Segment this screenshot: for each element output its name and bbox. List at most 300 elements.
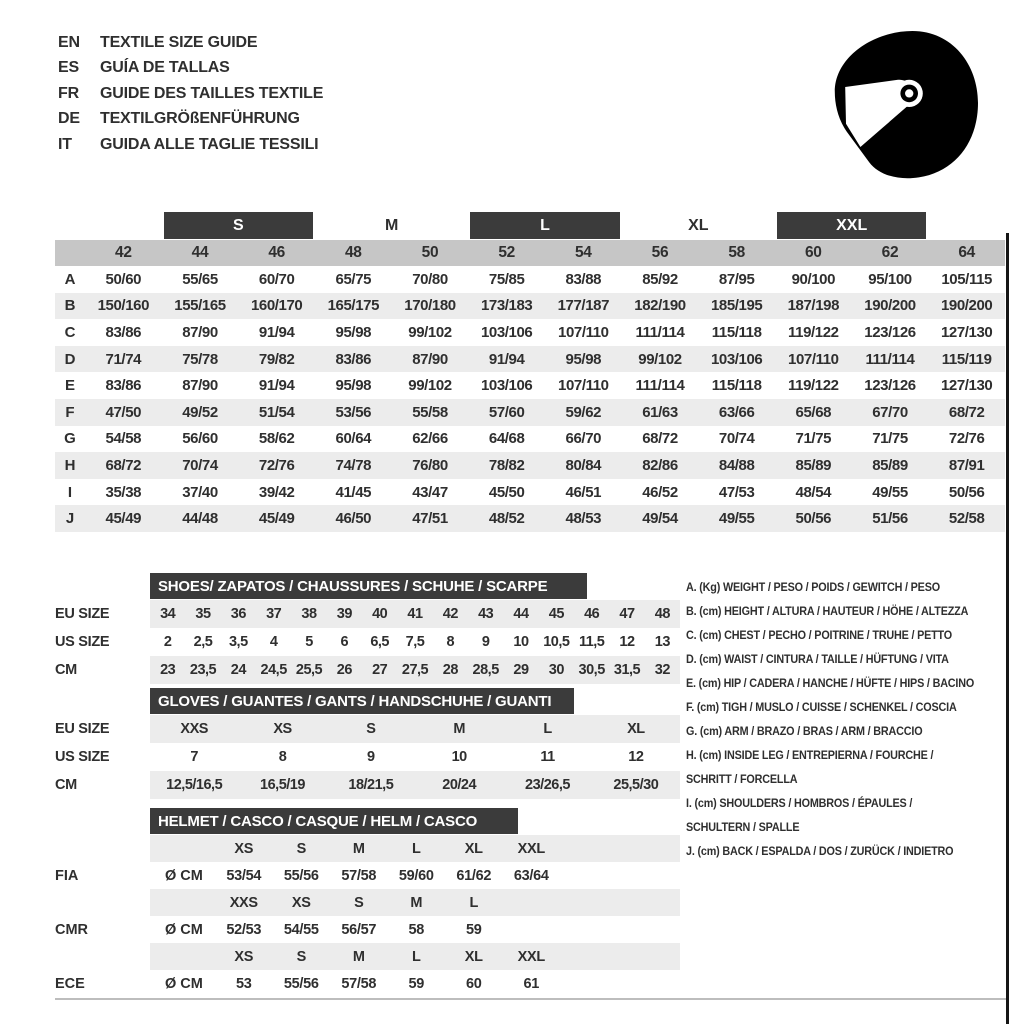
size-cell: 45 [548, 606, 564, 622]
right-border-line [1006, 233, 1009, 1024]
size-cell: 60/64 [335, 430, 372, 448]
size-column-header: 52 [498, 244, 515, 261]
size-cell: 32 [654, 662, 670, 678]
size-cell: 11 [540, 749, 555, 765]
size-cell: 5 [305, 634, 313, 650]
language-title: TEXTILGRÖßENFÜHRUNG [100, 110, 300, 128]
size-cell: 185/195 [710, 297, 763, 315]
size-cell: 2,5 [193, 634, 213, 650]
legend-line: E. (cm) HIP / CADERA / HANCHE / HÜFTE / HIPS / BACINO [686, 676, 975, 690]
size-cell: 111/114 [865, 350, 915, 368]
size-cell: 60 [465, 975, 482, 992]
size-cell: 107/110 [558, 323, 609, 341]
size-cell: 27 [372, 662, 388, 678]
size-cell: 8 [446, 634, 455, 650]
size-cell: 68/72 [642, 430, 678, 448]
size-cell: 95/98 [335, 323, 372, 341]
helmet-size-label: S [296, 840, 306, 857]
size-cell: 18/21,5 [348, 777, 394, 793]
language-row [58, 81, 323, 107]
measure-row-label: J [65, 510, 75, 528]
legend-line: B. (cm) HEIGHT / ALTURA / HAUTEUR / HÖHE / ALTEZZA [686, 604, 969, 618]
legend-line: SCHRITT / FORCELLA [686, 772, 798, 786]
size-cell: 123/126 [864, 323, 916, 341]
legend-line: C. (cm) CHEST / PECHO / POITRINE / TRUHE / PETTO [686, 628, 952, 642]
size-cell: 45/49 [258, 510, 295, 528]
size-column-corner [55, 240, 85, 266]
legend-line: H. (cm) INSIDE LEG / ENTREPIERNA / FOURCHE / [686, 748, 934, 762]
size-cell: 99/102 [638, 350, 682, 368]
size-cell: 54/55 [283, 921, 319, 938]
size-cell: 54/58 [105, 430, 142, 448]
size-cell: 36 [230, 606, 246, 622]
size-cell: 50/60 [105, 270, 142, 288]
size-cell: 79/82 [258, 350, 295, 368]
size-cell: 44 [513, 606, 529, 622]
size-cell: 83/86 [335, 350, 372, 368]
language-row [58, 107, 323, 133]
size-cell: 59 [465, 921, 482, 938]
row-label: CM [55, 777, 77, 793]
size-cell: 49/54 [642, 510, 678, 528]
size-cell: 91/94 [488, 350, 525, 368]
helmet-size-label: XXL [517, 948, 545, 965]
size-cell: 4 [269, 634, 278, 650]
size-cell: 78/82 [488, 456, 525, 474]
size-cell: 46/51 [565, 483, 602, 501]
value-band [150, 628, 680, 656]
shoes-title-bar: SHOES/ ZAPATOS / CHAUSSURES / SCHUHE / SCARPE [150, 573, 587, 599]
table-row [55, 479, 1005, 506]
helmet-size-row [55, 943, 680, 970]
size-cell: 115/118 [711, 323, 762, 341]
size-cell: 55/56 [283, 867, 319, 884]
size-cell: 44/48 [182, 510, 218, 528]
size-cell: 165/175 [327, 297, 380, 315]
language-title: GUÍA DE TALLAS [100, 59, 230, 77]
size-cell: 49/55 [872, 483, 908, 501]
size-cell: 37 [266, 606, 282, 622]
size-cell: 45/49 [105, 510, 142, 528]
size-cell: 63/64 [513, 867, 549, 884]
size-cell: 49/55 [718, 510, 755, 528]
size-column-header: 64 [958, 244, 975, 261]
size-cell: 70/74 [718, 430, 755, 448]
size-cell: 85/89 [872, 456, 908, 474]
gloves-title-bar: GLOVES / GUANTES / GANTS / HANDSCHUHE / GUANTI [150, 688, 574, 714]
size-cell: 70/80 [412, 270, 448, 288]
value-band [150, 600, 680, 628]
size-cell: 170/180 [404, 297, 456, 315]
legend-line: J. (cm) BACK / ESPALDA / DOS / ZURÜCK / INDIETRO [686, 844, 954, 858]
table-row [55, 319, 1005, 346]
size-cell: 9 [367, 749, 375, 765]
size-cell: 95/98 [335, 377, 372, 395]
value-band [150, 656, 680, 684]
size-cell: 9 [481, 634, 490, 650]
helmet-value-row [55, 916, 680, 943]
table-row [55, 771, 680, 799]
size-cell: 103/106 [480, 377, 533, 395]
size-group-label: M [385, 216, 399, 234]
table-row [55, 505, 1005, 532]
row-label: CM [55, 662, 77, 678]
size-cell: 53/54 [226, 867, 262, 884]
table-row [55, 372, 1005, 399]
helmet-size-label: L [469, 894, 479, 911]
size-cell: 57/60 [488, 403, 525, 421]
size-cell: 46/52 [642, 483, 678, 501]
measure-row-label: F [65, 403, 75, 421]
size-cell: 65/68 [795, 403, 832, 421]
size-cell: 71/74 [105, 350, 142, 368]
size-cell: 127/130 [940, 377, 993, 395]
size-cell: 66/70 [565, 430, 602, 448]
size-column-header: 48 [344, 244, 362, 261]
size-cell: 39 [336, 606, 352, 622]
helmet-size-label: M [352, 948, 365, 965]
language-title: GUIDE DES TAILLES TEXTILE [100, 84, 324, 102]
size-cell: 35 [195, 606, 211, 622]
size-column-header: 62 [881, 244, 899, 261]
size-cell: 83/88 [565, 270, 602, 288]
size-cell: 115/118 [711, 377, 762, 395]
size-cell: 30,5 [578, 662, 605, 678]
measure-row-label: G [64, 430, 76, 448]
measure-row-label: H [64, 456, 76, 474]
size-column-header: 58 [728, 244, 745, 261]
table-row [55, 600, 680, 628]
size-cell: 12 [628, 749, 644, 765]
size-cell: 48/52 [488, 510, 525, 528]
size-cell: 72/76 [258, 456, 295, 474]
helmet-value-row [55, 862, 680, 889]
size-cell: 65/75 [335, 270, 372, 288]
textile-size-table [55, 212, 1005, 532]
size-cell: 71/75 [872, 430, 908, 448]
size-cell: 7,5 [405, 634, 425, 650]
size-cell: 57/58 [341, 867, 377, 884]
size-cell: S [366, 721, 376, 737]
size-cell: 55/56 [283, 975, 319, 992]
helmet-size-label: XS [234, 840, 254, 857]
size-cell: 111/114 [635, 323, 685, 341]
size-cell: 25,5/30 [613, 777, 659, 793]
size-column-header: 44 [191, 244, 209, 261]
size-group-label: XL [688, 216, 709, 234]
size-cell: L [543, 721, 552, 737]
legend-line: D. (cm) WAIST / CINTURA / TAILLE / HÜFTUNG / VITA [686, 652, 949, 666]
table-row [55, 743, 680, 771]
row-label: EU SIZE [55, 721, 110, 737]
size-cell: 47/53 [718, 483, 755, 501]
size-cell: 59/60 [398, 867, 434, 884]
size-cell: 49/52 [182, 403, 218, 421]
helmet-size-grid [215, 943, 560, 970]
measure-row-label: C [64, 323, 76, 341]
size-cell: 64/68 [488, 430, 525, 448]
size-group-label: XXL [777, 212, 926, 239]
size-cell: 59 [408, 975, 425, 992]
language-code: DE [58, 110, 80, 128]
size-column-header: 60 [804, 244, 822, 261]
size-cell: 34 [160, 606, 176, 622]
helmet-size-row [55, 889, 680, 916]
helmet-size-label: XXL [517, 840, 545, 857]
size-cell: 43/47 [412, 483, 448, 501]
value-band [150, 771, 680, 799]
size-cell: 60/70 [258, 270, 295, 288]
language-code: FR [58, 84, 79, 102]
size-cell: 87/95 [718, 270, 755, 288]
size-cell: 173/183 [480, 297, 533, 315]
size-cell: 38 [301, 606, 317, 622]
size-cell: 39/42 [258, 483, 295, 501]
table-row [55, 452, 1005, 479]
language-row [58, 132, 323, 158]
measurement-legend [686, 575, 1008, 863]
size-cell: 87/91 [948, 456, 985, 474]
size-cell: 87/90 [182, 323, 218, 341]
size-column-header: 54 [574, 244, 592, 261]
helmet-size-label: S [354, 894, 364, 911]
size-cell: 56/60 [182, 430, 218, 448]
size-cell: 59/62 [565, 403, 602, 421]
row-label: EU SIZE [55, 606, 110, 622]
size-cell: 87/90 [182, 377, 218, 395]
size-cell: 105/115 [941, 270, 992, 288]
size-cell: 48/53 [565, 510, 602, 528]
value-band [150, 743, 680, 771]
helmet-size-grid [215, 889, 560, 916]
helmet-size-label: M [352, 840, 365, 857]
size-cell: 53/56 [335, 403, 372, 421]
size-cell: 99/102 [408, 377, 452, 395]
size-cell: 58/62 [258, 430, 295, 448]
helmet-size-label: XL [464, 948, 483, 965]
measure-row-label: A [64, 270, 76, 288]
size-cell: 63/66 [718, 403, 755, 421]
size-cell: 85/89 [795, 456, 832, 474]
table-row [55, 293, 1005, 320]
size-cell: 55/58 [412, 403, 448, 421]
size-cell: 52/58 [948, 510, 985, 528]
size-cell: 27,5 [401, 662, 429, 678]
language-row [58, 56, 323, 82]
size-cell: 68/72 [105, 456, 142, 474]
size-cell: 50/56 [795, 510, 832, 528]
size-cell: 76/80 [412, 456, 448, 474]
size-cell: 51/56 [872, 510, 908, 528]
size-cell: 61/63 [642, 403, 678, 421]
size-cell: 46/50 [335, 510, 372, 528]
size-cell: 48/54 [795, 483, 832, 501]
size-cell: 42 [442, 606, 458, 622]
language-title: GUIDA ALLE TAGLIE TESSILI [100, 135, 319, 153]
size-cell: 58 [408, 921, 425, 938]
size-cell: 72/76 [948, 430, 985, 448]
shoes-table [55, 573, 680, 685]
helmet-value-grid [215, 970, 560, 997]
size-cell: 123/126 [864, 377, 916, 395]
size-cell: 28,5 [472, 662, 499, 678]
helmet-size-label: XXS [229, 894, 258, 911]
size-cell: 24,5 [260, 662, 287, 678]
size-cell: 47/50 [105, 403, 142, 421]
size-cell: 6,5 [370, 634, 389, 650]
helmet-value-grid [215, 862, 560, 889]
size-cell: 95/100 [868, 270, 912, 288]
table-row [55, 656, 680, 684]
bottom-border-line [55, 998, 1006, 1000]
racing-helmet-icon [826, 22, 986, 184]
standard-label: ECE [55, 975, 85, 992]
size-cell: 119/122 [788, 323, 839, 341]
unit-label: Ø CM [165, 921, 203, 938]
size-cell: 95/98 [565, 350, 602, 368]
size-cell: 190/200 [940, 297, 993, 315]
helmet-size-label: XS [234, 948, 254, 965]
size-cell: 83/86 [105, 377, 142, 395]
size-column-header: 42 [115, 244, 132, 261]
size-cell: 31,5 [613, 662, 641, 678]
value-band [150, 715, 680, 743]
size-cell: 75/78 [182, 350, 218, 368]
size-cell: 46 [584, 606, 600, 622]
measure-row-label: B [64, 297, 76, 315]
size-cell: 25,5 [295, 662, 323, 678]
helmet-size-label: XS [291, 894, 311, 911]
size-cell: 61/62 [456, 867, 492, 884]
size-cell: 87/90 [412, 350, 448, 368]
row-label: US SIZE [55, 634, 110, 650]
size-cell: 41/45 [335, 483, 372, 501]
size-cell: 53 [235, 975, 252, 992]
size-cell: 29 [513, 662, 529, 678]
measure-row-label: E [64, 377, 75, 395]
size-cell: XL [627, 721, 645, 737]
size-cell: 30 [548, 662, 564, 678]
size-cell: 107/110 [788, 350, 839, 368]
gloves-table [55, 688, 680, 800]
size-cell: 75/85 [488, 270, 525, 288]
size-cell: 177/187 [557, 297, 610, 315]
language-title: TEXTILE SIZE GUIDE [100, 33, 258, 51]
size-cell: 74/78 [335, 456, 372, 474]
size-group-label: S [164, 212, 313, 239]
size-cell: 187/198 [787, 297, 840, 315]
size-cell: 28 [442, 662, 458, 678]
size-cell: 7 [190, 749, 198, 765]
size-cell: XS [273, 721, 292, 737]
size-cell: 43 [478, 606, 494, 622]
size-cell: 182/190 [634, 297, 686, 315]
size-cell: 90/100 [791, 270, 836, 288]
size-group-row [55, 212, 1005, 239]
size-cell: 91/94 [258, 377, 295, 395]
size-cell: 8 [278, 749, 287, 765]
size-cell: 3,5 [228, 634, 248, 650]
size-cell: 26 [336, 662, 352, 678]
size-cell: 12 [619, 634, 635, 650]
legend-line: F. (cm) TIGH / MUSLO / CUISSE / SCHENKEL / COSCIA [686, 700, 957, 714]
size-cell: 119/122 [788, 377, 839, 395]
unit-label: Ø CM [165, 867, 203, 884]
size-cell: 111/114 [635, 377, 685, 395]
size-rows [55, 266, 1005, 532]
helmet-size-label: M [410, 894, 423, 911]
size-cell: 115/119 [941, 350, 992, 368]
size-cell: 150/160 [97, 297, 150, 315]
size-cell: 35/38 [105, 483, 142, 501]
size-cell: 6 [340, 634, 349, 650]
legend-line: G. (cm) ARM / BRAZO / BRAS / ARM / BRACCIO [686, 724, 923, 738]
language-code: ES [58, 59, 79, 77]
standard-label: FIA [55, 867, 79, 884]
size-cell: 127/130 [940, 323, 993, 341]
size-cell: 45/50 [488, 483, 525, 501]
size-cell: 12,5/16,5 [166, 777, 223, 793]
size-cell: 103/106 [710, 350, 763, 368]
size-cell: 99/102 [408, 323, 452, 341]
size-cell: 62/66 [412, 430, 448, 448]
size-cell: 71/75 [795, 430, 832, 448]
legend-line: I. (cm) SHOULDERS / HOMBROS / ÉPAULES / [686, 796, 913, 810]
legend-line: A. (Kg) WEIGHT / PESO / POIDS / GEWITCH / PESO [686, 580, 940, 594]
measure-row-label: I [67, 483, 73, 501]
size-cell: 40 [372, 606, 388, 622]
size-cell: 23/26,5 [525, 777, 570, 793]
size-column-header: 46 [268, 244, 285, 261]
size-column-header: 56 [651, 244, 669, 261]
size-cell: 61 [523, 975, 540, 992]
size-cell: 80/84 [565, 456, 602, 474]
size-cell: 24 [230, 662, 246, 678]
size-cell: 47/51 [412, 510, 448, 528]
table-row [55, 715, 680, 743]
language-header [58, 30, 323, 158]
language-row [58, 30, 323, 56]
size-cell: 107/110 [558, 377, 609, 395]
helmet-size-label: S [296, 948, 306, 965]
standard-label: CMR [55, 921, 89, 938]
helmet-title-bar: HELMET / CASCO / CASQUE / HELM / CASCO [150, 808, 518, 834]
size-cell: 155/165 [174, 297, 226, 315]
size-cell: 10 [513, 634, 529, 650]
size-cell: 50/56 [948, 483, 985, 501]
size-cell: 51/54 [258, 403, 295, 421]
size-group-label: L [470, 212, 619, 239]
size-cell: 56/57 [341, 921, 377, 938]
helmet-value-row [55, 970, 680, 997]
size-cell: 20/24 [442, 777, 477, 793]
language-code: EN [58, 33, 80, 51]
legend-line: SCHULTERN / SPALLE [686, 820, 800, 834]
size-cell: 82/86 [642, 456, 678, 474]
unit-label: Ø CM [165, 975, 203, 992]
table-row [55, 628, 680, 656]
helmet-size-label: L [411, 948, 421, 965]
size-cell: 2 [163, 634, 172, 650]
size-cell: 23,5 [189, 662, 217, 678]
helmet-size-label: XL [464, 840, 483, 857]
size-cell: 13 [654, 634, 670, 650]
helmet-size-grid [215, 835, 560, 862]
helmet-size-row [55, 835, 680, 862]
table-row [55, 426, 1005, 453]
size-cell: 11,5 [578, 634, 605, 650]
helmet-table [55, 808, 680, 998]
